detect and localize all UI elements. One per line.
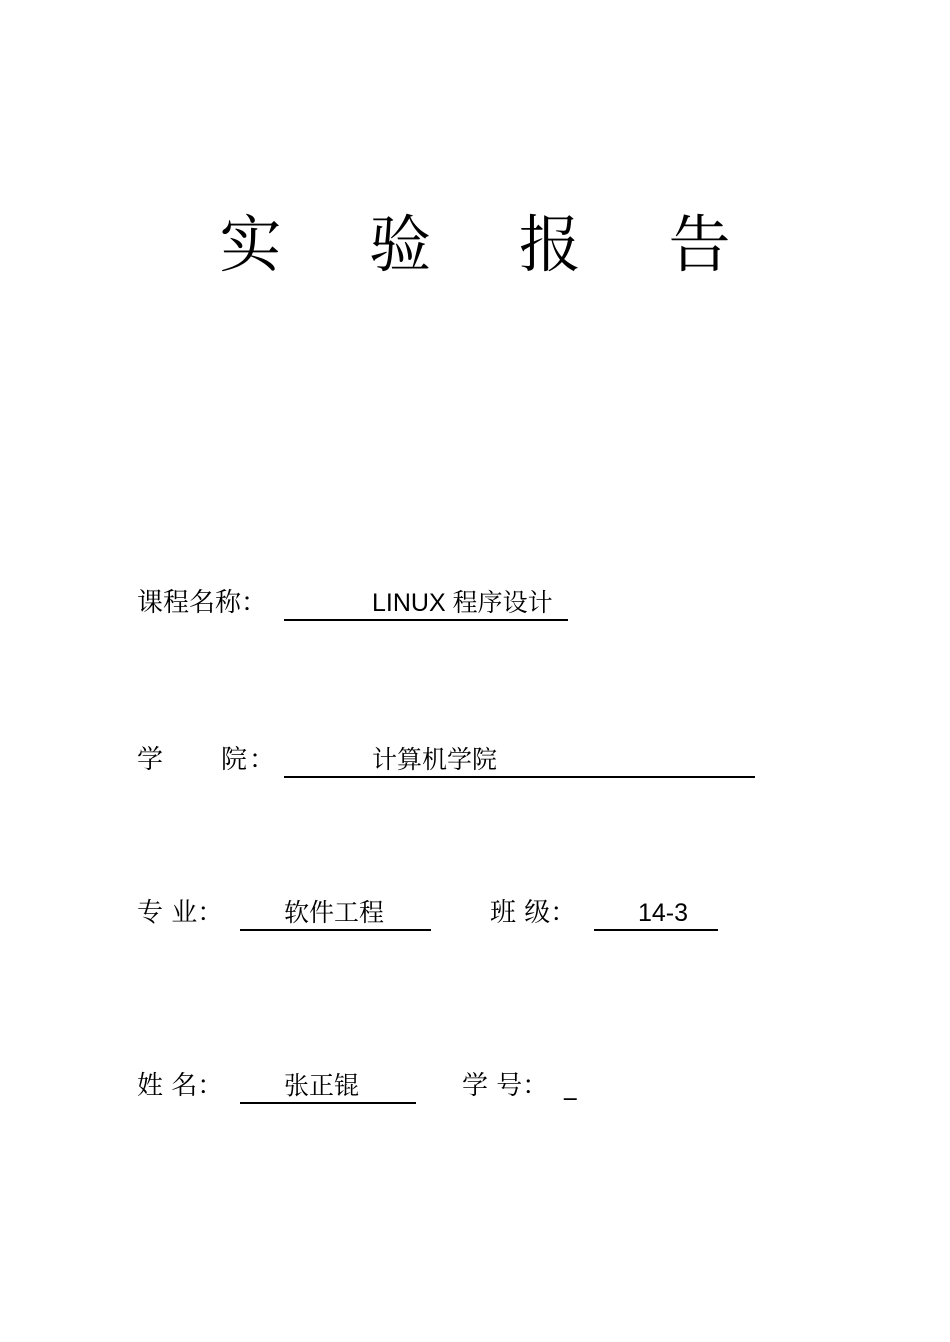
name-label: 姓 名：: [137, 1071, 224, 1101]
college-label: 学 院：: [137, 745, 278, 775]
name-value: 张正锟: [284, 1071, 360, 1100]
college-row: [137, 740, 837, 780]
college-value: 计算机学院: [372, 745, 498, 774]
report-title: 实 验 报 告: [219, 208, 765, 281]
major-class-row: [137, 893, 837, 933]
course-label: 课程名称：: [137, 588, 268, 618]
student-id-value: _: [564, 1071, 577, 1100]
major-value: 软件工程: [284, 898, 385, 927]
class-value: 14-3: [638, 899, 689, 927]
name-id-row: [137, 1066, 837, 1106]
college-field-underline: [284, 740, 755, 778]
course-value: LINUX 程序设计: [372, 589, 553, 617]
student-id-label: 学 号：: [462, 1071, 549, 1101]
course-row: [137, 583, 837, 623]
class-label: 班 级：: [490, 898, 577, 928]
major-label: 专 业：: [137, 898, 224, 928]
